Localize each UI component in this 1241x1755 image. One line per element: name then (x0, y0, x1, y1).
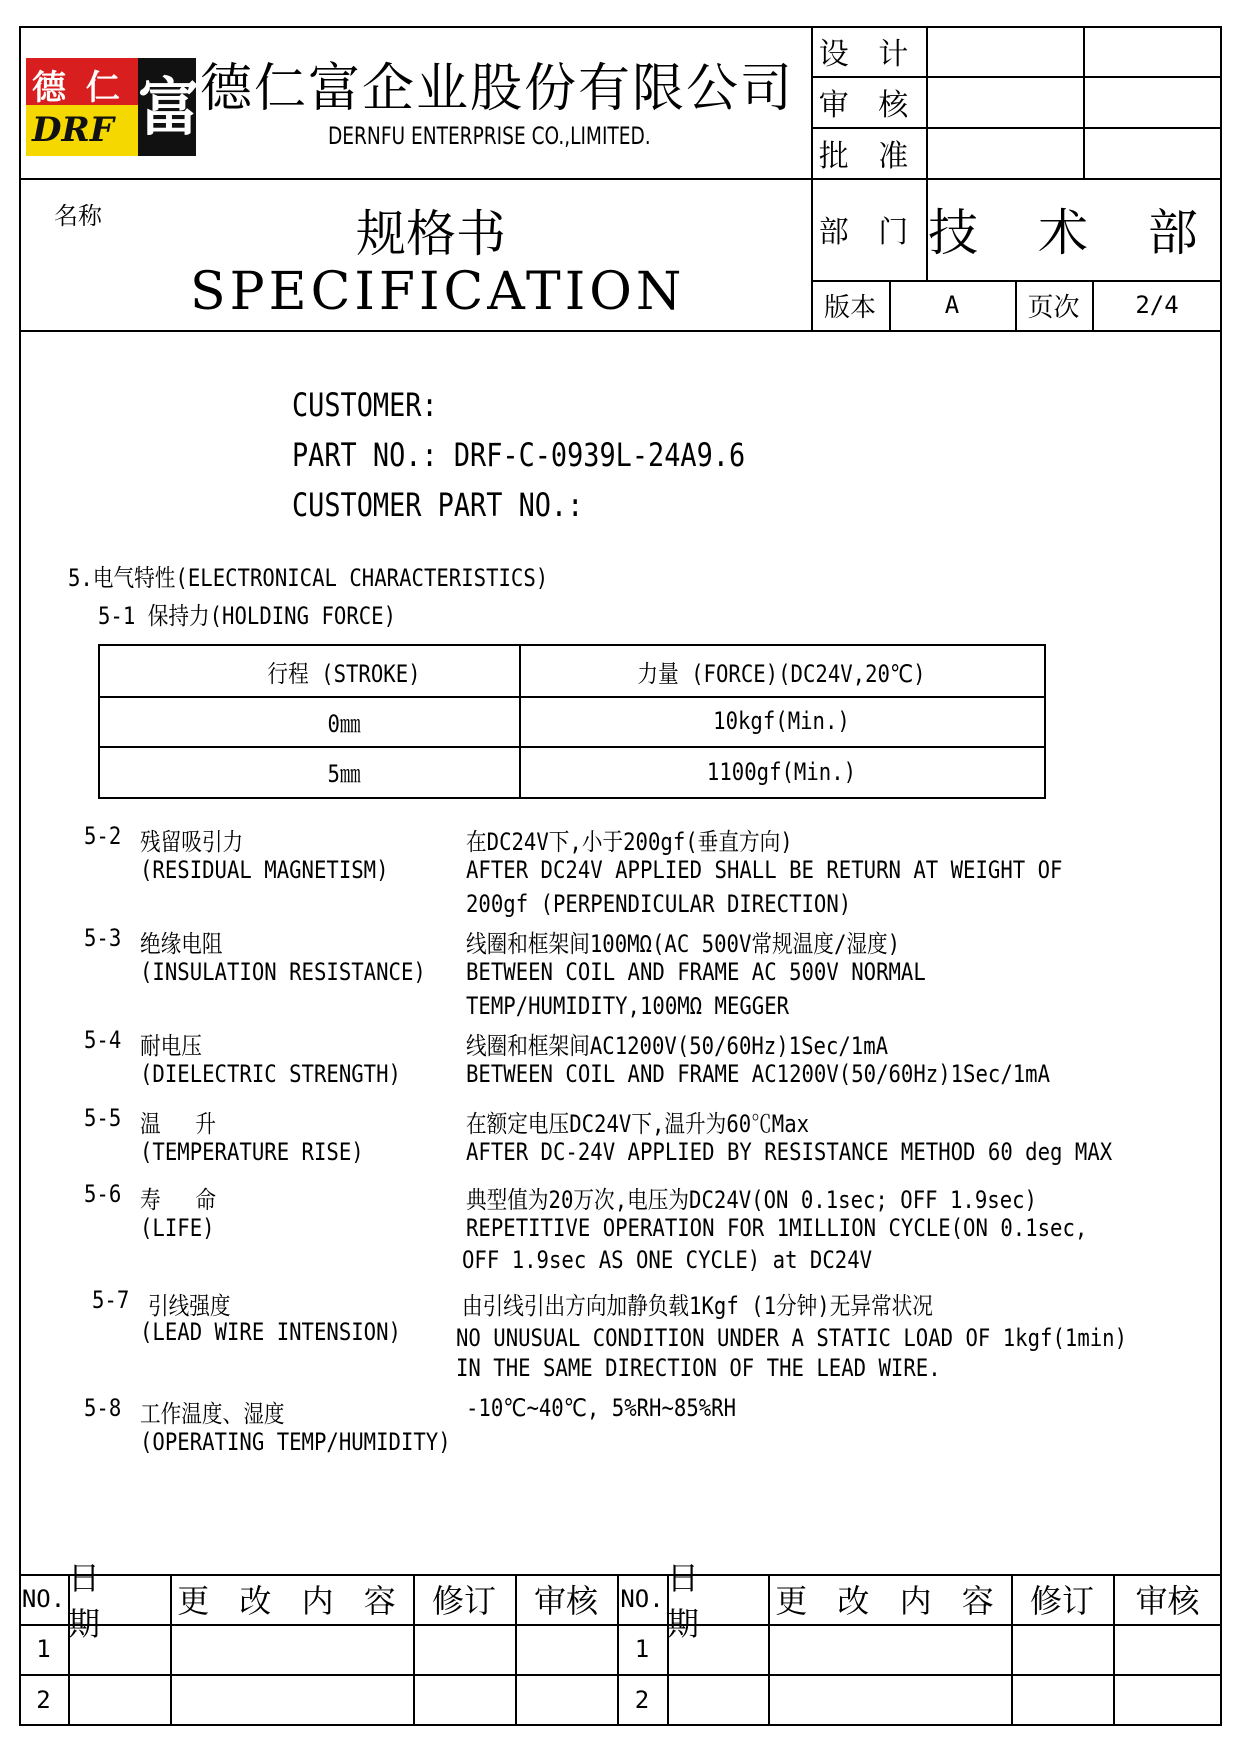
item-title-cn: 引线强度 (148, 1292, 231, 1320)
design-label: 设 计 (818, 37, 919, 72)
item-title-en: (LIFE) (140, 1214, 215, 1242)
section-title: 5.电气特性(ELECTRONICAL CHARACTERISTICS) (68, 564, 549, 592)
revision-header-revise: 修订 (431, 1582, 496, 1620)
page-value: 2/4 (1135, 291, 1179, 319)
company-logo (26, 58, 201, 156)
logo-text-right: 富 (138, 71, 201, 144)
company-name-cn: 德仁富企业股份有限公司 (200, 59, 795, 119)
spec-title-en: SPECIFICATION (190, 262, 686, 322)
revision-header-review: 审核 (1135, 1582, 1200, 1620)
version-label: 版本 (823, 292, 876, 323)
item-title-en: (TEMPERATURE RISE) (140, 1138, 364, 1166)
item-title-cn: 耐电压 (140, 1032, 202, 1060)
item-desc: 典型值为20万次,电压为DC24V(ON 0.1sec; OFF 1.9sec) (466, 1186, 1037, 1214)
item-title-en: (RESIDUAL MAGNETISM) (140, 856, 389, 884)
logo-text-top: 德 仁 (32, 68, 124, 108)
revision-header-no: NO. (21, 1585, 66, 1613)
version-value: A (944, 291, 960, 319)
item-desc: 在额定电压DC24V下,温升为60℃Max (466, 1110, 810, 1138)
revision-row-no: 2 (634, 1686, 650, 1714)
item-desc: 由引线引出方向加静负载1Kgf (1分钟)无异常状况 (462, 1292, 933, 1320)
item-number: 5-7 (92, 1286, 130, 1314)
force-table-cell: 0㎜ (327, 709, 361, 738)
revision-header-no: NO. (620, 1585, 664, 1613)
subsection-holding-force: 5-1 保持力(HOLDING FORCE) (98, 602, 397, 630)
company-name-en: DERNFU ENTERPRISE CO.,LIMITED. (328, 122, 651, 150)
revision-header-revise: 修订 (1029, 1582, 1094, 1620)
force-table (98, 644, 1046, 799)
item-title-cn: 工作温度、湿度 (140, 1400, 285, 1428)
force-table-cell: 5㎜ (327, 760, 361, 788)
item-number: 5-2 (84, 822, 122, 850)
item-number: 5-5 (84, 1104, 122, 1132)
item-desc: OFF 1.9sec AS ONE CYCLE) at DC24V (462, 1246, 873, 1274)
revision-header-review: 审核 (533, 1582, 598, 1620)
item-desc: NO UNUSUAL CONDITION UNDER A STATIC LOAD OF 1kgf(1min) (456, 1324, 1128, 1352)
approve-label: 批 准 (818, 138, 919, 174)
item-title-en: (DIELECTRIC STRENGTH) (140, 1060, 401, 1088)
item-number: 5-4 (84, 1026, 122, 1054)
item-desc: 在DC24V下,小于200gf(垂直方向) (466, 828, 793, 856)
logo-text-bottom: DRF (32, 110, 114, 150)
part-number: PART NO.: DRF-C-0939L-24A9.6 (292, 436, 746, 474)
customer-label: CUSTOMER: (292, 386, 438, 424)
revision-header-date: 日 期 (667, 1559, 710, 1643)
item-desc: TEMP/HUMIDITY,100MΩ MEGGER (466, 992, 790, 1020)
item-desc: AFTER DC24V APPLIED SHALL BE RETURN AT WEIGHT OF (466, 856, 1063, 884)
item-number: 5-6 (84, 1180, 122, 1208)
item-number: 5-3 (84, 924, 122, 952)
force-table-header-force: 力量 (FORCE)(DC24V,20℃) (637, 659, 926, 688)
item-desc: 线圈和框架间100MΩ(AC 500V常规温度/湿度) (466, 930, 901, 958)
customer-part-number: CUSTOMER PART NO.: (292, 486, 584, 524)
item-title-en: (OPERATING TEMP/HUMIDITY) (140, 1428, 451, 1456)
item-desc: BETWEEN COIL AND FRAME AC 500V NORMAL (466, 958, 926, 986)
spec-title-cn: 规格书 (356, 205, 506, 263)
item-desc: REPETITIVE OPERATION FOR 1MILLION CYCLE(ON 0.1sec, (466, 1214, 1088, 1242)
item-desc: 线圈和框架间AC1200V(50/60Hz)1Sec/1mA (466, 1032, 889, 1060)
dept-value: 技 术 部 (928, 204, 1220, 262)
item-desc: AFTER DC-24V APPLIED BY RESISTANCE METHOD 60 deg MAX (466, 1138, 1113, 1166)
item-title-cn: 寿 命 (140, 1186, 217, 1214)
revision-row-no: 2 (36, 1686, 51, 1714)
revision-header-content: 更 改 内 容 (775, 1582, 1004, 1620)
revision-row-no: 1 (36, 1635, 51, 1663)
item-desc: -10℃~40℃, 5%RH~85%RH (466, 1394, 737, 1422)
item-title-cn: 绝缘电阻 (140, 930, 223, 958)
item-title-cn: 残留吸引力 (140, 828, 244, 856)
revision-header-date: 日 期 (68, 1559, 111, 1643)
force-table-cell: 1100gf(Min.) (706, 757, 857, 786)
name-label: 名称 (54, 202, 102, 230)
item-desc: IN THE SAME DIRECTION OF THE LEAD WIRE. (456, 1354, 941, 1382)
item-number: 5-8 (84, 1394, 122, 1422)
page-label: 页次 (1027, 292, 1080, 323)
item-title-en: (LEAD WIRE INTENSION) (140, 1318, 401, 1346)
item-desc: BETWEEN COIL AND FRAME AC1200V(50/60Hz)1Sec/1mA (466, 1060, 1051, 1088)
force-table-header-stroke: 行程 (STROKE) (267, 659, 421, 688)
item-title-en: (INSULATION RESISTANCE) (140, 958, 426, 986)
item-desc: 200gf (PERPENDICULAR DIRECTION) (466, 890, 852, 918)
item-title-cn: 温 升 (140, 1110, 217, 1138)
dept-label: 部 门 (818, 215, 919, 250)
force-table-cell: 10kgf(Min.) (713, 707, 850, 735)
review-label: 审 核 (818, 87, 919, 123)
revision-header-content: 更 改 内 容 (177, 1582, 406, 1620)
revision-row-no: 1 (634, 1635, 650, 1663)
